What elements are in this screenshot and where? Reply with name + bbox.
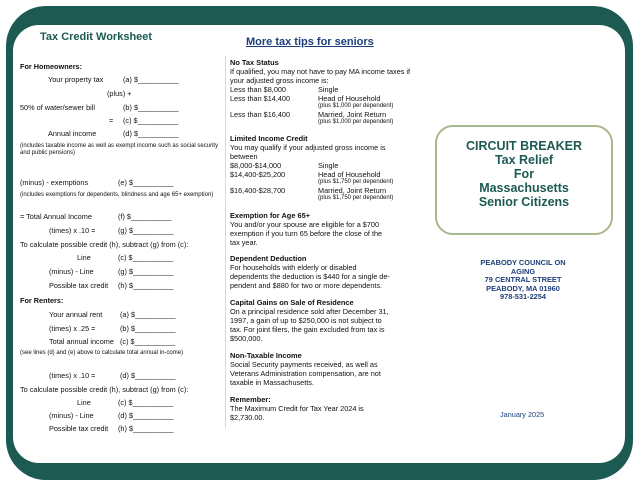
ho-row-label: Annual income <box>48 129 97 138</box>
exemption65-line: exemption if you turn 65 before the close of the <box>230 229 383 238</box>
council-line: PEABODY COUNCIL ON <box>480 258 566 267</box>
re-row-code: (a) $__________ <box>120 310 176 319</box>
ho-row-code: (b) $__________ <box>123 103 179 112</box>
ho-total-label: = Total Annual Income <box>20 212 92 221</box>
no-tax-status: Married, Joint Return <box>318 110 387 119</box>
exemption65-line: tax year. <box>230 238 258 247</box>
worksheet-title: Tax Credit Worksheet <box>40 31 153 43</box>
re-calc-note: To calculate possible credit (h), subtract (g) from (c): <box>20 385 189 394</box>
nontaxable-line: taxable in Massachusetts. <box>230 378 314 387</box>
limited-status: Head of Household <box>318 170 381 179</box>
re-row-label: Total annual income <box>49 337 114 346</box>
limited-amount: $14,400-$25,200 <box>230 170 286 179</box>
limited-amount: $8,000-$14,000 <box>230 161 282 170</box>
re-calc-code: (c) $__________ <box>118 398 174 407</box>
homeowners-header: For Homeowners: <box>20 62 83 71</box>
limited-amount: $16,400-$28,700 <box>230 186 286 195</box>
re-times-code: (d) $__________ <box>120 371 176 380</box>
tips-title: More tax tips for seniors <box>246 36 374 48</box>
cover-title-line: For <box>513 167 535 181</box>
remember-line: The Maximum Credit for Tax Year 2024 is <box>230 404 364 413</box>
re-calc-label: (minus) - Line <box>49 411 94 420</box>
re-row-label: (times) x .25 = <box>49 324 96 333</box>
no-tax-title: No Tax Status <box>230 58 279 67</box>
dependent-line: pendent and $880 for two or more dependents. <box>230 281 383 290</box>
nontaxable-title: Non-Taxable Income <box>230 351 302 360</box>
no-tax-amount: Less than $14,400 <box>230 94 291 103</box>
re-row-code: (b) $__________ <box>120 324 176 333</box>
limited-status: Single <box>318 161 339 170</box>
capital-line: tax. For joint filers, the gain excluded from tax is <box>230 325 385 334</box>
re-calc-code: (d) $__________ <box>118 411 174 420</box>
council-line: AGING <box>510 266 536 276</box>
re-calc-code: (h) $__________ <box>118 424 174 433</box>
limited-status: Married, Joint Return <box>318 186 387 195</box>
remember-title: Remember: <box>230 395 271 404</box>
ho-income-note: (includes taxable income as well as exempt income such as social security and public pensions) <box>20 143 219 156</box>
ho-calc-label: (minus) - Line <box>49 267 94 276</box>
ho-row-label: = <box>109 116 114 125</box>
re-calc-label: Possible tax credit <box>49 424 109 433</box>
ho-row-code: (a) $__________ <box>123 75 179 84</box>
dependent-line: For households with elderly or disabled <box>230 263 357 272</box>
ho-exemptions-note: (includes exemptions for dependents, blindness and age 65+ exemption) <box>20 192 214 198</box>
dependent-line: dependents the deduction is $440 for a single de- <box>230 272 390 281</box>
limited-title: Limited Income Credit <box>230 134 308 143</box>
ho-row-label: 50% of water/sewer bill <box>20 103 96 112</box>
capital-line: 1997, a gain of up to $250,000 is not subject to <box>230 316 382 325</box>
re-row-code: (c) $__________ <box>120 337 176 346</box>
ho-total-code: (f) $__________ <box>118 212 172 221</box>
ho-row-label: Your property tax <box>48 75 104 84</box>
ho-calc-note: To calculate possible credit (h), subtract (g) from (c): <box>20 240 189 249</box>
council-line: PEABODY, MA 01960 <box>486 283 560 293</box>
no-tax-note: (plus $1,000 per dependent) <box>318 103 394 109</box>
re-times-label: (times) x .10 = <box>49 371 96 380</box>
nontaxable-line: Veterans Administration compensation, are not <box>230 369 381 378</box>
capital-line: $500,000. <box>230 334 263 343</box>
publication-date: January 2025 <box>500 410 545 419</box>
renters-header: For Renters: <box>20 296 64 305</box>
ho-row-code: (d) $__________ <box>123 129 179 138</box>
ho-times-code: (g) $__________ <box>118 226 174 235</box>
no-tax-amount: Less than $16,400 <box>230 110 291 119</box>
re-calc-label: Line <box>77 398 91 407</box>
dependent-title: Dependent Deduction <box>230 254 307 263</box>
ho-calc-code: (c) $__________ <box>118 253 174 262</box>
ho-row-code: (c) $__________ <box>123 116 179 125</box>
cover-title-line: Massachusetts <box>479 181 569 195</box>
ho-exemptions-label: (minus) - exemptions <box>20 178 89 187</box>
no-tax-text: If qualified, you may not have to pay MA income taxes if your adjusted gross income is: <box>230 67 411 85</box>
ho-calc-label: Line <box>77 253 91 262</box>
ho-times-label: (times) x .10 = <box>49 226 96 235</box>
cover-title-line: Senior Citizens <box>478 195 570 209</box>
limited-note: (plus $1,750 per dependent) <box>318 179 394 185</box>
capital-line: On a principal residence sold after December 31, <box>230 307 389 316</box>
council-address <box>458 259 588 302</box>
exemption65-line: You and/or your spouse are eligible for a $700 <box>230 220 380 229</box>
nontaxable-line: Social Security payments received, as well as <box>230 360 378 369</box>
ho-calc-label: Possible tax credit <box>49 281 109 290</box>
ho-row-label: (plus) + <box>107 89 132 98</box>
ho-calc-code: (g) $__________ <box>118 267 174 276</box>
no-tax-note: (plus $1,000 per dependent) <box>318 119 394 125</box>
limited-note: (plus $1,750 per dependent) <box>318 195 394 201</box>
council-line: 79 CENTRAL STREET <box>484 275 562 285</box>
no-tax-amount: Less than $8,000 <box>230 85 286 94</box>
ho-calc-code: (h) $__________ <box>118 281 174 290</box>
council-line: 978-531-2254 <box>499 292 547 302</box>
circuit-breaker-callout <box>435 125 613 235</box>
cover-title-line: CIRCUIT BREAKER <box>466 139 582 153</box>
limited-text: You may qualify if your adjusted gross income is between <box>230 143 386 161</box>
exemption65-title: Exemption for Age 65+ <box>230 211 311 220</box>
column-divider <box>225 56 226 428</box>
remember-line: $2,730.00. <box>230 413 265 422</box>
re-income-note: (see lines (d) and (e) above to calculate total annual in-come) <box>20 350 184 356</box>
re-row-label: Your annual rent <box>49 310 103 319</box>
ho-exemptions-code: (e) $__________ <box>118 178 174 187</box>
capital-title: Capital Gains on Sale of Residence <box>230 298 354 307</box>
cover-title-line: Tax Relief <box>494 153 554 167</box>
no-tax-status: Single <box>318 85 339 94</box>
no-tax-status: Head of Household <box>318 94 381 103</box>
